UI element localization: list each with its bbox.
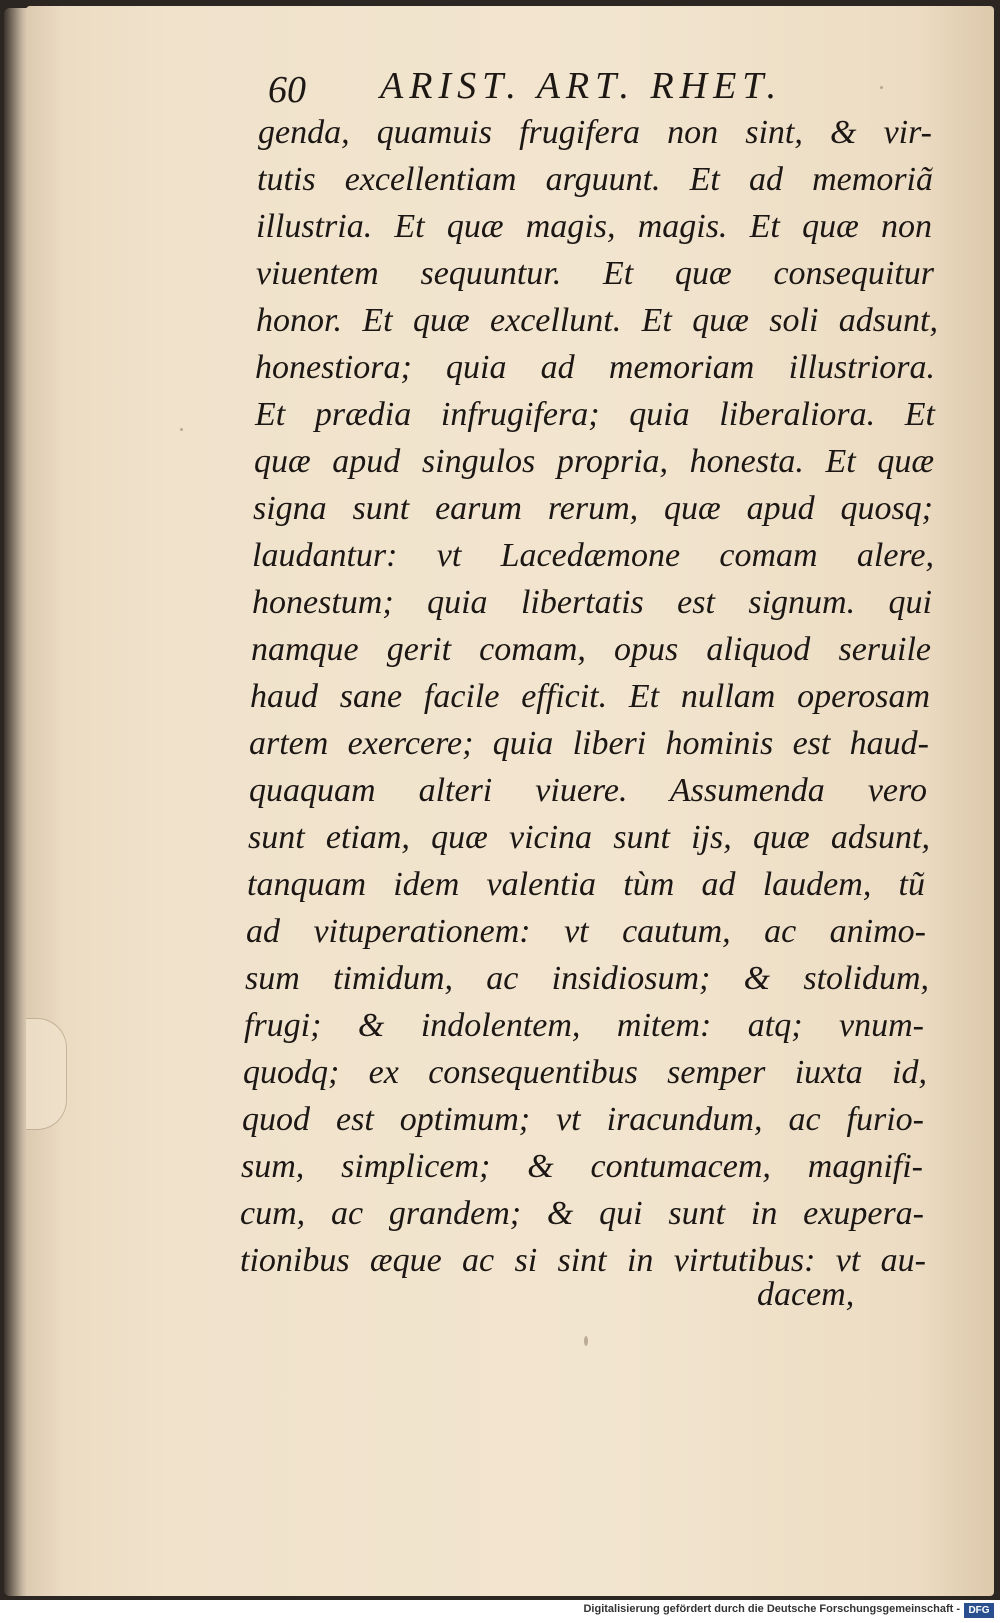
catchword: dacem, xyxy=(757,1276,855,1313)
digitization-footer xyxy=(0,1600,1000,1623)
text-line: namque gerit comam, opus aliquod seruile xyxy=(251,631,931,668)
text-line: cum, ac grandem; & qui sunt in exupera- xyxy=(240,1195,924,1232)
text-line: illustria. Et quæ magis, magis. Et quæ non xyxy=(256,208,932,245)
text-line: quod est optimum; vt iracundum, ac furio- xyxy=(242,1101,924,1138)
text-line: artem exercere; quia liberi hominis est haud- xyxy=(249,725,929,762)
text-line: Et prædia infrugifera; quia liberaliora. Et xyxy=(255,396,935,433)
text-line: haud sane facile efficit. Et nullam operosam xyxy=(250,678,930,715)
text-line: honestum; quia libertatis est signum. qui xyxy=(252,584,932,621)
text-line: laudantur: vt Lacedæmone comam alere, xyxy=(252,537,934,574)
paper-speck xyxy=(180,428,183,431)
text-line: quaquam alteri viuere. Assumenda vero xyxy=(249,772,927,809)
text-line: tanquam idem valentia tùm ad laudem, tũ xyxy=(247,866,925,903)
text-line: sum timidum, ac insidiosum; & stolidum, xyxy=(245,960,929,997)
running-head-title: ARIST. ART. RHET. xyxy=(380,65,783,107)
text-line: tionibus æque ac si sint in virtutibus: vt au- xyxy=(240,1242,926,1279)
text-line: honestiora; quia ad memoriam illustriora. xyxy=(255,349,935,386)
funding-credit: Digitalisierung gefördert durch die Deutsche Forschungsgemeinschaft - xyxy=(583,1603,960,1615)
text-line: sunt etiam, quæ vicina sunt ijs, quæ adsunt, xyxy=(248,819,930,856)
text-line: honor. Et quæ excellunt. Et quæ soli adsunt, xyxy=(256,302,938,339)
text-line: ad vituperationem: vt cautum, ac animo- xyxy=(246,913,926,950)
text-line: frugi; & indolentem, mitem: atq; vnum- xyxy=(244,1007,924,1044)
paper-speck xyxy=(880,86,883,89)
text-line: sum, simplicem; & contumacem, magnifi- xyxy=(241,1148,923,1185)
text-line: viuentem sequuntur. Et quæ consequitur xyxy=(256,255,934,292)
text-line: quodq; ex consequentibus semper iuxta id, xyxy=(243,1054,927,1091)
page-number: 60 xyxy=(268,69,306,111)
text-line: tutis excellentiam arguunt. Et ad memoriã xyxy=(257,161,933,198)
paper-speck xyxy=(584,1336,588,1346)
text-line: signa sunt earum rerum, quæ apud quosq; xyxy=(253,490,933,527)
text-line: quæ apud singulos propria, honesta. Et quæ xyxy=(254,443,934,480)
dfg-logo: DFG xyxy=(964,1603,994,1618)
text-line: genda, quamuis frugifera non sint, & vir- xyxy=(258,114,932,151)
